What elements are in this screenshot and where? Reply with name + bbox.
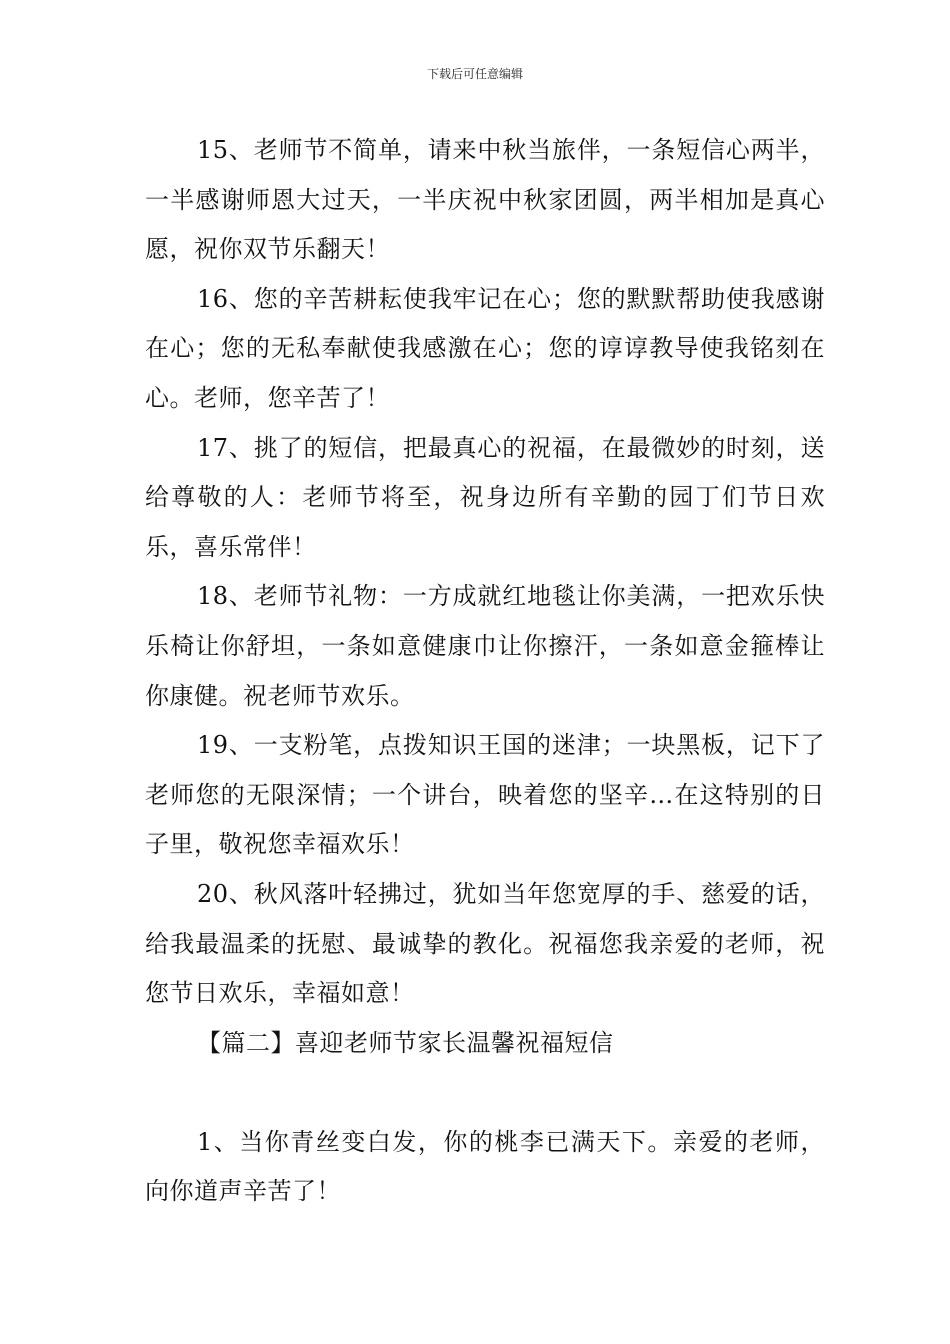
section-title: 【篇二】喜迎老师节家长温馨祝福短信 (197, 1028, 614, 1057)
paragraph-17: 17、挑了的短信，把最真心的祝福，在最微妙的时刻，送给尊敬的人：老师节将至，祝身边所有辛勤的园丁们节日欢乐，喜乐常伴！ (145, 433, 825, 561)
section-paragraph-1: 1、当你青丝变白发，你的桃李已满天下。亲爱的老师，向你道声辛苦了！ (145, 1127, 825, 1206)
document-body (145, 126, 825, 1217)
paragraph-18: 18、老师节礼物：一方成就红地毯让你美满，一把欢乐快乐椅让你舒坦，一条如意健康巾让你擦汗，一条如意金箍棒让你康健。祝老师节欢乐。 (145, 582, 825, 710)
paragraph-15: 15、老师节不简单，请来中秋当旅伴，一条短信心两半，一半感谢师恩大过天，一半庆祝中秋家团圆，两半相加是真心愿，祝你双节乐翻天！ (145, 136, 825, 264)
section-spacer (145, 1068, 825, 1118)
page-header: 下载后可任意编辑 (426, 67, 523, 81)
paragraph-19: 19、一支粉笔，点拨知识王国的迷津；一块黑板，记下了老师您的无限深情；一个讲台，映着您的坚辛…在这特别的日子里，敬祝您幸福欢乐！ (145, 731, 825, 859)
paragraph-16: 16、您的辛苦耕耘使我牢记在心；您的默默帮助使我感谢在心；您的无私奉献使我感激在心；您的谆谆教导使我铭刻在心。老师，您辛苦了！ (145, 284, 825, 412)
paragraph-20: 20、秋风落叶轻拂过，犹如当年您宽厚的手、慈爱的话，给我最温柔的抚慰、最诚挚的教化。祝福您我亲爱的老师，祝您节日欢乐，幸福如意！ (145, 879, 825, 1008)
